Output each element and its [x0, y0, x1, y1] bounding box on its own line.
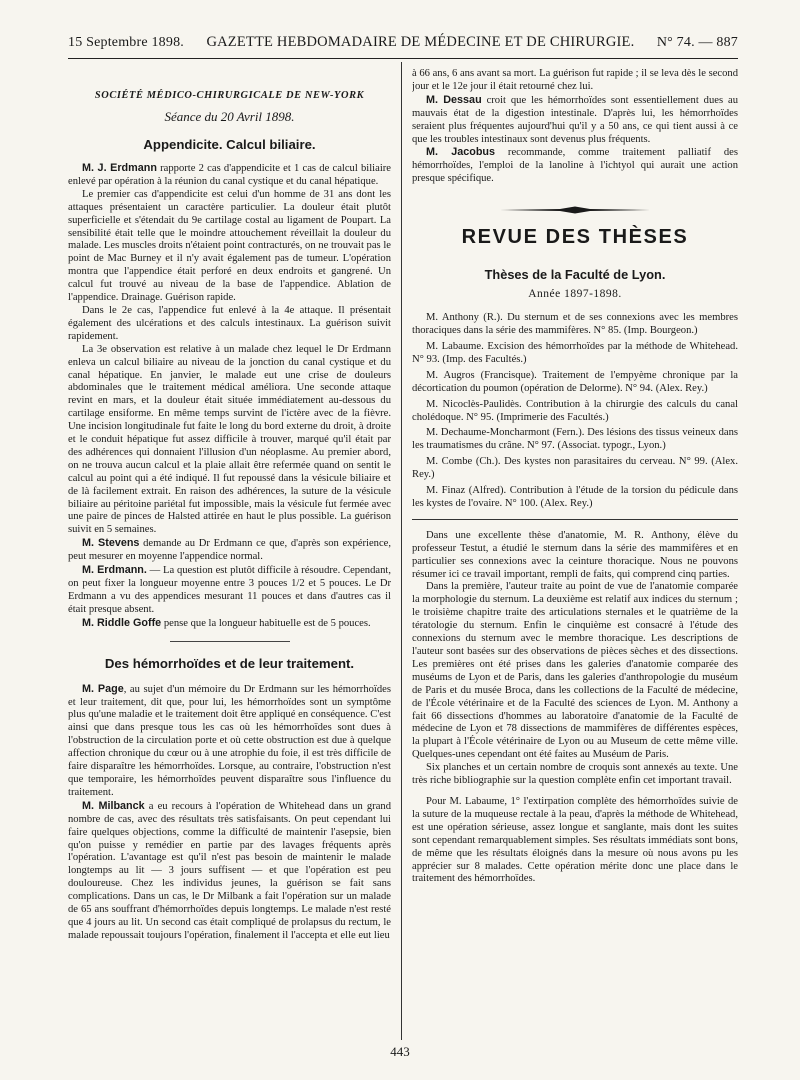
paragraph: Dans le 2e cas, l'appendice fut enlevé à la 4e attaque. Il présentait également des ulcérations et des calculs intestinaux. La guérison suivit rapidement. [68, 304, 391, 342]
paragraph [412, 94, 738, 147]
right-column [412, 68, 738, 1043]
section-title-appendicite: Appendicite. Calcul biliaire. [143, 137, 316, 152]
theses-list [412, 312, 738, 511]
society-heading: SOCIÉTÉ MÉDICO-CHIRURGICALE DE NEW-YORK [94, 90, 365, 101]
thesis-entry: M. Combe (Ch.). Des kystes non parasitaires du cerveau. N° 99. (Alex. Rey.) [412, 456, 738, 481]
thesis-entry: M. Finaz (Alfred). Contribution à l'étude de la torsion du pédicule dans les kystes de l'ovaire. N° 100. (Alex. Rey.) [412, 485, 738, 509]
journal-title: GAZETTE HEBDOMADAIRE DE MÉDECINE ET DE CHIRURGIE. [206, 34, 635, 50]
paragraph [68, 537, 391, 564]
paragraph [412, 146, 738, 186]
paragraph-text: , au sujet d'un mémoire du Dr Erdmann sur les hémorrhoïdes et leur traitement, dit que, pour lui, les hémorrhoïdes sont un symptôme plus qu'une maladie et le traitement doit être appliqué en conséquence. C'est ainsi que dans presque tous les cas où les hémorrhoïdes sont dues à l'obstruction de la circulation porte et où cette obstruction est due à quelque affection chronique du cœur ou à une atrophie du foie, il est très difficile de faire disparaître les hémorrhoïdes. Lorsque, au contraire, l'obstruction n'est que temporaire, les hémorrhoïdes peuvent disparaître sous l'influence du traitement. [68, 683, 391, 798]
speaker-name: M. Stevens [82, 537, 140, 550]
paragraph [68, 617, 391, 631]
paragraph-text: demande au Dr Erdmann ce que, d'après son expérience, peut mesurer en moyenne l'appendice normal. [68, 538, 391, 563]
speaker-name: M. Page [82, 682, 124, 695]
thesis-entry: M. Anthony (R.). Du sternum et de ses connexions avec les membres thoraciques dans la série des mammifères. N° 85. (Imp. Bourgeon.) [412, 312, 738, 337]
speaker-name: M. Erdmann. [82, 564, 147, 577]
speaker-name: M. Jacobus [426, 146, 496, 159]
paragraph: à 66 ans, 6 ans avant sa mort. La guérison fut rapide ; il se leva dès le second jour et le 12e jour il était retourné chez lui. [412, 68, 738, 92]
ornament-rule-icon [500, 206, 650, 214]
faculty-title: Thèses de la Faculté de Lyon. [484, 267, 666, 283]
header-date: 15 Septembre 1898. [68, 35, 184, 50]
speaker-name: M. J. Erdmann [82, 162, 157, 174]
thesis-entry: M. Nicoclès-Paulidès. Contribution à la chirurgie des calculs du canal cholédoque. N° 95. (Imprimerie des Facultés.) [412, 398, 738, 423]
running-header [68, 34, 738, 52]
paragraph-text: — La question est plutôt difficile à résoudre. Cependant, on peut fixer la longueur moyenne entre 3 pouces 1/2 et 5 pouces. Le Dr Erdmann a vu des appendices mesurant 11 pouces et dans d'autres cas il était presque absent. [68, 565, 391, 615]
paragraph: Dans la première, l'auteur traite au point de vue de l'anatomie comparée la morphologie du sternum. La deuxième est relatif aux indices du sternum ; le troisième chapitre traite des articulations sternales et le quatrième de la tératologie du sternum. Enfin le cinquième est consacré à l'étude des connexions du sternum avec le membre thoracique. Les descriptions de l'auteur sont basées sur des observations de pièces sèches et des dissections. Les premières ont été prises dans les galeries d'anatomie comparée des muséums de Lyon et de Paris, dans les galeries d'anthropologie du muséum de Paris et du musée Broca, dans les collections de la Faculté de médecine, de l'École vétérinaire et de la Faculté des sciences de Lyon. M. Anthony a fait 66 dissections d'hommes au laboratoire d'anatomie de la Faculté de médecine de Lyon et 78 dissections de mammifères de différentes espèces, la plupart à l'École vétérinaire de Lyon ou au Museum de cette même ville. Quelques-unes cependant ont été faites au Muséum de Paris. [412, 581, 738, 761]
speaker-name: M. Dessau [426, 93, 482, 106]
section-title-hemorrhoides: Des hémorrhoïdes et de leur traitement. [104, 655, 355, 671]
paragraph: Le premier cas d'appendicite est celui d'un homme de 31 ans dont les attaques présentaient un caractère particulier. La douleur était plutôt superficielle et s'étendait du 9e cartilage costal au ligament de Poupart. La sensibilité était telle que le moindre attouchement réveillait la douleur du malade. Les muscles droits n'étaient point contracturés, on ne trouvait pas le point de Mac Burney et il n'y avait également pas de tumeur. L'opération montra que l'appendice était perforé en deux endroits et gangrené. Un calcul fut trouvé au niveau de la base de l'appendice. Ablation de l'appendice. Drainage. Guérison rapide. [68, 188, 391, 304]
paragraph-text: a eu recours à l'opération de Whitehead dans un grand nombre de cas, avec des résultats très satisfaisants. On peut cependant lui faire quelques objections, comme la difficulté de maintenir l'asepsie, bien qu'on puisse y remédier en partie par des lavages fréquents après l'opération. L'avantage est qu'il n'est pas besoin de maintenir le malade longtemps au lit — 3 jours suffisent — et que l'opération est peu douloureuse. Chez les individus jeunes, la guérison se fait sans complications. Dans un cas, le Dr Milbank a fait l'opération sur un malade de 65 ans souffrant d'hémorrhoïdes depuis longtemps. Le malade n'est resté que 4 jours au lit. Un second cas était compliqué de prolapsus du rectum, le malade repoussait toujours l'opération, finalement il l'accepta et elle eut lieu [68, 800, 391, 941]
thesis-entry: M. Labaume. Excision des hémorrhoïdes par la méthode de Whitehead. N° 93. (Imp. des Facultés.) [412, 340, 738, 365]
section-rule [170, 641, 290, 642]
column-divider [401, 62, 402, 1040]
thesis-entry: M. Dechaume-Moncharmont (Fern.). Des lésions des tissus veineux dans les traumatismes du crâne. N° 97. (Associat. typogr., Lyon.) [412, 427, 738, 452]
paragraph-text: croit que les hémorrhoïdes sont essentiellement dues au mauvais état de la digestion intestinale. D'après lui, les hémorrhoïdes seraient plus fréquentes aujourd'hui qu'il y a 50 ans, ce qui tient aussi à ce que les troubles intestinaux sont devenus plus fréquents. [412, 94, 738, 145]
paragraph: Dans une excellente thèse d'anatomie, M. R. Anthony, élève du professeur Testut, a étudié le sternum dans la série des mammifères et en particulier ses connexions avec la ceinture thoracique. Nous ne pouvons résumer ici ce travail important, rempli de faits, qui comprend cinq parties. [412, 529, 738, 580]
speaker-name: M. Milbanck [82, 799, 145, 812]
paragraph-text: pense que la longueur habituelle est de 5 pouces. [161, 617, 371, 629]
paragraph-text: recommande, comme traitement palliatif des hémorrhoïdes, l'emploi de la lanoline à l'ichtyol qui aurait une action presque spécifique. [412, 147, 738, 185]
paragraph: Pour M. Labaume, 1° l'extirpation complète des hémorrhoïdes suivie de la suture de la muqueuse rectale à la peau, d'après la méthode de Whitehead, est une opération sérieuse, assez longue et sanglante, mais dont les suites sont cependant remarquablement simples. Ses résultats immédiats sont bons, de même que les résultats éloignés dans la mesure où nous avons pu les apprécier sur 8 malades. Cette opération mérite donc une place dans le traitement des hémorrhoïdes. [412, 795, 738, 885]
left-column [68, 68, 391, 1043]
page-folio: 443 [390, 1044, 410, 1059]
thesis-entry: M. Augros (Francisque). Traitement de l'empyème chronique par la décortication du poumon (opération de Delorme). N° 94. (Alex. Rey.) [412, 369, 738, 394]
section-rule [412, 519, 738, 520]
revue-des-theses-title: REVUE DES THÈSES [461, 226, 689, 249]
header-issue-page: N° 74. — 887 [656, 35, 738, 50]
paragraph [68, 800, 391, 943]
paragraph [68, 683, 391, 800]
paragraph [68, 162, 391, 189]
session-date: Séance du 20 Avril 1898. [164, 109, 295, 124]
paragraph: La 3e observation est relative à un malade chez lequel le Dr Erdmann enleva un calcul biliaire au niveau de la jonction du canal cystique et du canal hépatique. En janvier, le malade eut une crise de douleurs abdominales que le traitement médical améliora. Une seconde attaque revint en mars, et la douleur était située immédiatement au-dessous du cartilage ensiforme. En même temps survint de l'ictère avec de la fièvre. Une incision longitudinale fut faite le long du bord externe du droit, à droite et le conduit hépatique fut assez difficile à trouver, marqué qu'il était par des adhérences qui donnaient l'illusion d'un néoplasme. Au premier abord, on ne trouva aucun calcul et la plaie allait être refermée quand on sentit le calcul au point qui a été indiqué. Il fut repoussé dans la vésicule biliaire et de là facilement extrait. En raison des adhérences, la suture de la vésicule biliaire au péritoine pariétal fut impossible, mais la vésicule fut fermée avec une paire de pinces de Halsted attirée en haut le plus possible. La guérison suivit en 5 semaines. [68, 343, 391, 536]
academic-year: Année 1897-1898. [528, 288, 622, 301]
paragraph-text: rapporte 2 cas d'appendicite et 1 cas de calcul biliaire enlevé par opération à la réunion du canal cystique et du canal hépatique. [68, 163, 391, 187]
paragraph [68, 564, 391, 617]
speaker-name: M. Riddle Goffe [82, 616, 162, 629]
paragraph: Six planches et un certain nombre de croquis sont annexés au texte. Une très riche bibliographie sur la question complète enfin cet important travail. [412, 762, 738, 787]
header-rule [68, 58, 738, 59]
